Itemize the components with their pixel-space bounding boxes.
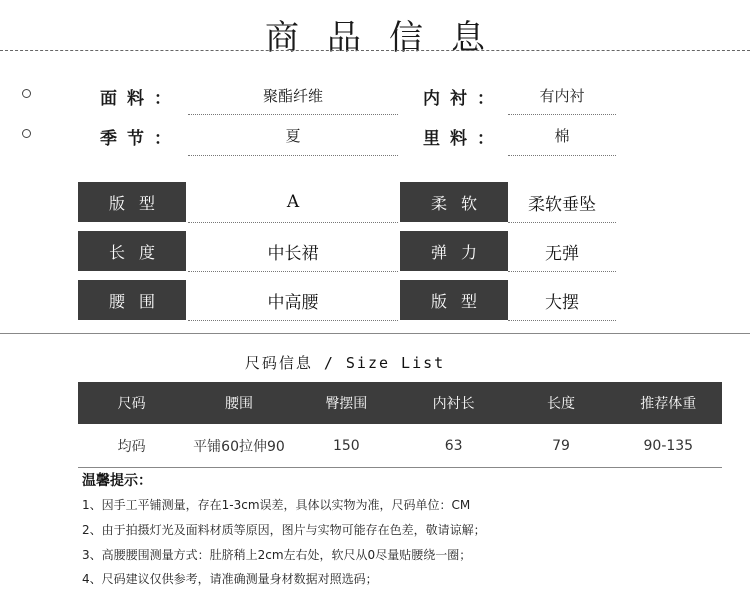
season-value: 夏 (285, 127, 301, 145)
waist-value: 中高腰 (267, 292, 319, 313)
waist-label: 腰围 (78, 280, 186, 320)
header-cell-size: 尺码 (117, 396, 146, 412)
table-row (78, 424, 722, 468)
length-value: 中长裙 (267, 243, 319, 264)
section-divider (0, 333, 750, 334)
table-cell: 90-135 (643, 437, 694, 454)
tip-item: 4、尺码建议仅供参考，请准确测量身材数据对照选码； (82, 572, 378, 586)
softness-value: 柔软垂坠 (528, 194, 596, 215)
inner-material-underline (508, 155, 616, 156)
softness-label: 柔软 (400, 182, 508, 222)
elasticity-label: 弹力 (400, 231, 508, 271)
tip-item: 3、高腰腰围测量方式：肚脐稍上2cm左右处，软尺从0尽量贴腰绕一圈； (82, 548, 472, 562)
elasticity-value: 无弹 (545, 243, 579, 264)
bullet-icon (22, 89, 31, 98)
fit-underline (188, 222, 398, 223)
size-table-header (78, 382, 722, 424)
lining-underline (508, 114, 616, 115)
header-cell-lining-length: 内衬长 (432, 396, 475, 412)
tip-item: 2、由于拍摄灯光及面料材质等原因，图片与实物可能存在色差，敬请谅解； (82, 523, 486, 537)
lining-label: 内衬： (423, 89, 504, 109)
header-cell-weight: 推荐体重 (640, 396, 697, 412)
inner-material-label: 里料： (423, 129, 504, 149)
fit-value: A (286, 192, 300, 212)
fabric-label: 面料： (100, 89, 181, 109)
bullet-icon (22, 129, 31, 138)
fit-label: 版型 (78, 182, 186, 222)
table-cell: 均码 (117, 438, 146, 455)
fabric-value: 聚酯纤维 (262, 87, 323, 105)
silhouette-underline (508, 320, 616, 321)
inner-material-value: 棉 (554, 127, 570, 145)
size-list-title: 尺码信息 / Size List (244, 354, 446, 372)
header-cell-hem: 臀摆围 (325, 396, 368, 412)
silhouette-value: 大摆 (545, 292, 579, 313)
table-cell: 63 (444, 437, 463, 454)
elasticity-underline (508, 271, 616, 272)
softness-underline (508, 222, 616, 223)
table-cell: 平铺60拉伸90 (193, 438, 285, 455)
size-table (78, 382, 722, 468)
table-cell: 150 (332, 437, 360, 454)
fabric-underline (188, 114, 398, 115)
title-divider (0, 50, 750, 51)
season-underline (188, 155, 398, 156)
table-cell: 79 (552, 437, 570, 454)
length-underline (188, 271, 398, 272)
tips-title: 温馨提示： (82, 473, 152, 489)
season-label: 季节： (100, 129, 181, 149)
silhouette-label: 版型 (400, 280, 508, 320)
tip-item: 1、因手工平铺测量，存在1-3cm误差，具体以实物为准，尺码单位：CM (82, 498, 471, 512)
header-cell-length: 长度 (546, 396, 575, 412)
lining-value: 有内衬 (539, 87, 585, 105)
waist-underline (188, 320, 398, 321)
length-label: 长度 (78, 231, 186, 271)
header-cell-waist: 腰围 (224, 396, 253, 412)
page-title: 商品信息 (265, 18, 513, 58)
